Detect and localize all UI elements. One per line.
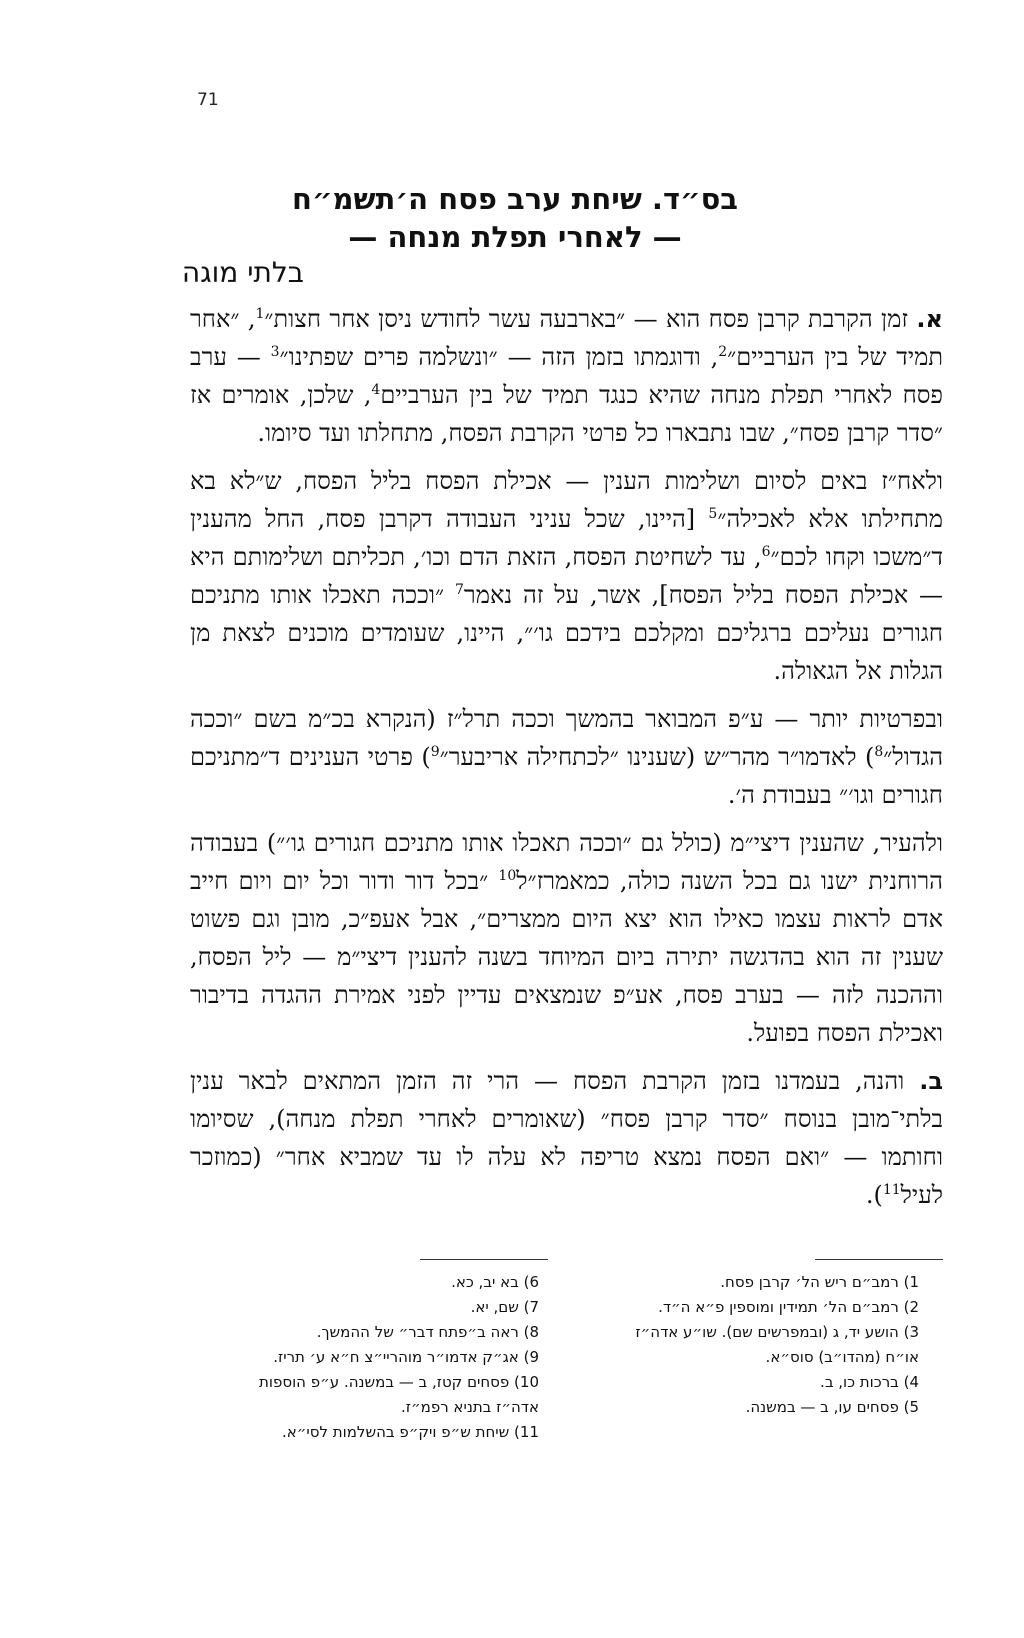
footnote: 6) בא יב, כא. — [451, 1273, 539, 1291]
page-title — [190, 180, 840, 256]
footnote: 7) שם, יא. — [470, 1298, 539, 1316]
footnote-ref: 7 — [455, 582, 464, 598]
footnote: 10) פסחים קטז, ב — במשנה. ע״פ הוספות — [259, 1373, 539, 1391]
text-run: [היינו, שכל עניני העבודה דקרבן פסח, החל מהענין ד״משכו וקחו לכם״ — [190, 505, 943, 571]
text-run: , שלכן, אומרים אז ״סדר קרבן פסח״, שבו נתבארו כל פרטי הקרבת הפסח, מתחלתו ועד סיומו. — [190, 381, 943, 447]
footnote: 8) ראה ב״פתח דבר״ של ההמשך. — [316, 1323, 539, 1341]
footnote: או״ח (מהדו״ב) סוס״א. — [765, 1348, 919, 1366]
text-run: ובפרטיות יותר — ע״פ המבואר בהמשך וככה תרל״ז (הנקרא בכ״מ בשם ״וככה הגדול״ — [190, 705, 944, 771]
main-text — [190, 300, 943, 1214]
footnote-ref: 2 — [718, 344, 728, 360]
text-run: ) פרטי הענינים ד״מתניכם חגורים וגו׳״ בעבודת ה׳. — [190, 743, 943, 809]
text-run: ). — [865, 1181, 883, 1209]
text-run: ) לאדמו״ר מהר״ש (שענינו ״לכתחילה אריבער״ — [439, 743, 875, 771]
paragraph-5 — [190, 1062, 943, 1214]
footnote: 2) רמב״ם הל׳ תמידין ומוספין פ״א ה״ד. — [658, 1298, 919, 1316]
footnote-divider-right — [815, 1259, 943, 1260]
footnote: 9) אג״ק אדמו״ר מוהריי״צ ח״א ע׳ תריז. — [273, 1348, 539, 1366]
text-run: ולהעיר, שהענין דיצי״מ (כולל גם ״וככה תאכלו אותו מתניכם חגורים גו׳״) בעבודה הרוחנית ישנו גם בכל השנה כולה, כמאמרז״ל — [190, 829, 943, 895]
footnote-ref: 4 — [371, 382, 381, 398]
footnote-ref: 6 — [761, 544, 771, 560]
footnotes-right-column — [589, 1270, 919, 1420]
footnote-ref: 10 — [498, 868, 517, 884]
text-run: , עד לשחיטת הפסח, הזאת הדם וכו׳, תכליתם ושלימותם היא — אכילת הפסח בליל הפסח], אשר, על זה נאמר — [190, 543, 944, 609]
text-run: ולאח״ז באים לסיום ושלימות הענין — אכילת הפסח בליל הפסח, ש״לא בא מתחילתו אלא לאכילה״ — [190, 467, 944, 533]
footnote: 3) הושע יד, ג (ובמפרשים שם). שו״ע אדה״ז — [635, 1323, 919, 1341]
paragraph-4 — [190, 824, 943, 1052]
text-run: — ערב פסח לאחרי תפלת מנחה שהיא כנגד תמיד של בין הערביים — [190, 343, 943, 409]
title-line-2: — לאחרי תפלת מנחה — — [348, 220, 682, 254]
footnote-ref: 3 — [270, 344, 280, 360]
footnote-ref: 1 — [255, 306, 265, 322]
footnote: אדה״ז בתניא רפמ״ז. — [401, 1398, 539, 1416]
text-run: והנה, בעמדנו בזמן הקרבת הפסח — הרי זה הזמן המתאים לבאר ענין בלתי־מובן בנוסח ״סדר קרבן פסח״ (שאומרים לאחרי תפלת מנחה), שסיומו וחותמו — ״ואם הפסח נמצא טריפה לא עלה לו עד שמביא אחר״ (כמוזכר לעיל — [190, 1067, 943, 1209]
footnote-divider-left — [420, 1259, 548, 1260]
paragraph-1 — [190, 300, 943, 452]
paragraph-2 — [190, 462, 943, 690]
text-run: , ודוגמתו בזמן הזה — ״ונשלמה פרים שפתינו״ — [279, 343, 719, 371]
title-line-1: בס״ד. שיחת ערב פסח ה׳תשמ״ח — [292, 182, 738, 216]
section-number: ב. — [919, 1067, 943, 1095]
text-run: ״וככה תאכלו אותו מתניכם חגורים נעליכם ברגליכם ומקלכם בידכם גו׳״, היינו, שעומדים מוכנים לצאת מן הגלות אל הגאולה. — [190, 581, 943, 685]
footnote: 11) שיחת ש״פ ויק״פ בהשלמות לסי״א. — [281, 1423, 539, 1441]
footnote-ref: 11 — [882, 1182, 901, 1198]
footnote: 5) פסחים עו, ב — במשנה. — [745, 1398, 919, 1416]
footnote-ref: 8 — [874, 744, 884, 760]
text-run: ״בכל דור ודור וכל יום ויום חייב אדם לראות עצמו כאילו הוא יצא היום ממצרים״, אבל אעפ״כ, מובן וגם פשוט שענין זה הוא בהדגשה יתירה ביום המיוחד בשנה להענין דיצי״מ — ליל הפסח, וההכנה לזה — בערב פסח, אע״פ שנמצאים עדיין לפני אמירת ההגדה בדיבור ואכילת הפסח בפועל. — [190, 867, 943, 1047]
section-number: א. — [916, 305, 943, 333]
text-run: , ״אחר תמיד של בין הערביים״ — [190, 305, 943, 371]
footnote: 4) ברכות כו, ב. — [820, 1373, 919, 1391]
footnotes-left-column — [179, 1270, 539, 1445]
text-run: זמן הקרבת קרבן פסח הוא — ״בארבעה עשר לחודש ניסן אחר חצות״ — [264, 305, 909, 333]
footnote: 1) רמב״ם ריש הל׳ קרבן פסח. — [720, 1273, 919, 1291]
footnote-ref: 9 — [430, 744, 440, 760]
not-proofread-note: בלתי מוגה — [181, 256, 304, 289]
footnote-ref: 5 — [708, 506, 718, 522]
page-number: 71 — [197, 90, 219, 110]
paragraph-3 — [190, 700, 943, 814]
